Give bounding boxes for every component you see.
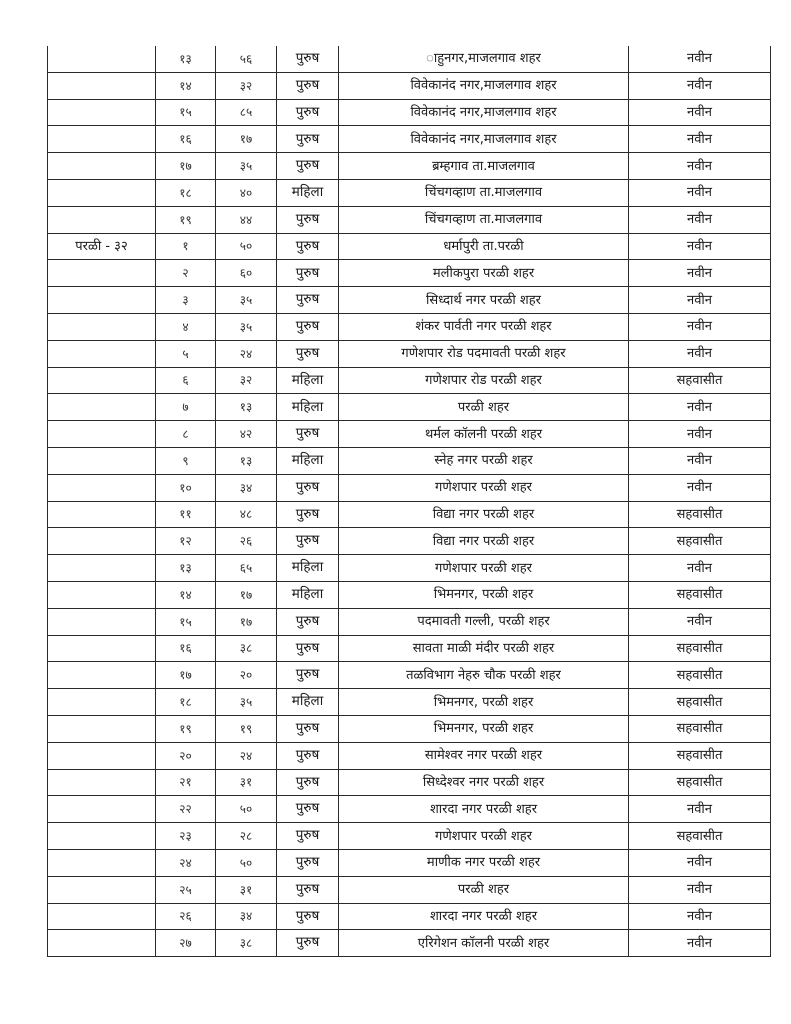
gender-cell: महिला [277, 394, 339, 421]
status-cell: नवीन [629, 340, 771, 367]
taluka-cell [48, 528, 156, 555]
taluka-cell [48, 742, 156, 769]
gender-cell: पुरुष [277, 876, 339, 903]
taluka-cell: परळी - ३२ [48, 233, 156, 260]
serial-number-cell: ९ [156, 447, 216, 474]
address-cell: मलीकपुरा परळी शहर [339, 260, 629, 287]
age-cell: १७ [216, 608, 277, 635]
taluka-cell [48, 608, 156, 635]
taluka-cell [48, 126, 156, 153]
table-row [48, 635, 771, 662]
age-cell: ५६ [216, 46, 277, 72]
address-cell: शंकर पार्वती नगर परळी शहर [339, 313, 629, 340]
age-cell: ४० [216, 179, 277, 206]
taluka-cell [48, 501, 156, 528]
gender-cell: पुरुष [277, 903, 339, 930]
table-row [48, 99, 771, 126]
age-cell: २० [216, 662, 277, 689]
status-cell: नवीन [629, 126, 771, 153]
taluka-cell [48, 796, 156, 823]
serial-number-cell: १ [156, 233, 216, 260]
address-cell: विवेकानंद नगर,माजलगाव शहर [339, 126, 629, 153]
address-cell: विवेकानंद नगर,माजलगाव शहर [339, 72, 629, 99]
serial-number-cell: १४ [156, 581, 216, 608]
status-cell: नवीन [629, 421, 771, 448]
age-cell: ३५ [216, 153, 277, 180]
serial-number-cell: २६ [156, 903, 216, 930]
table-row [48, 528, 771, 555]
age-cell: ५० [216, 849, 277, 876]
age-cell: ६५ [216, 555, 277, 582]
table-row [48, 233, 771, 260]
taluka-cell [48, 421, 156, 448]
taluka-cell [48, 555, 156, 582]
table-row [48, 715, 771, 742]
gender-cell: पुरुष [277, 233, 339, 260]
age-cell: ३१ [216, 876, 277, 903]
address-cell: सावता माळी मंदीर परळी शहर [339, 635, 629, 662]
gender-cell: पुरुष [277, 501, 339, 528]
address-cell: थर्मल कॉलनी परळी शहर [339, 421, 629, 448]
gender-cell: पुरुष [277, 823, 339, 850]
gender-cell: महिला [277, 179, 339, 206]
address-cell: माणीक नगर परळी शहर [339, 849, 629, 876]
age-cell: ३४ [216, 474, 277, 501]
patient-list-table [47, 46, 771, 957]
gender-cell: पुरुष [277, 287, 339, 314]
serial-number-cell: ५ [156, 340, 216, 367]
address-cell: गणेशपार रोड परळी शहर [339, 367, 629, 394]
taluka-cell [48, 287, 156, 314]
taluka-cell [48, 581, 156, 608]
age-cell: ३५ [216, 313, 277, 340]
status-cell: सहवासीत [629, 528, 771, 555]
status-cell: सहवासीत [629, 581, 771, 608]
taluka-cell [48, 769, 156, 796]
status-cell: नवीन [629, 46, 771, 72]
status-cell: नवीन [629, 930, 771, 957]
address-cell: परळी शहर [339, 876, 629, 903]
serial-number-cell: १७ [156, 662, 216, 689]
status-cell: सहवासीत [629, 742, 771, 769]
address-cell: धर्मापुरी ता.परळी [339, 233, 629, 260]
status-cell: सहवासीत [629, 823, 771, 850]
table-row [48, 930, 771, 957]
status-cell: नवीन [629, 876, 771, 903]
address-cell: विवेकानंद नगर,माजलगाव शहर [339, 99, 629, 126]
status-cell: नवीन [629, 796, 771, 823]
status-cell: नवीन [629, 903, 771, 930]
table-row [48, 394, 771, 421]
table-row [48, 849, 771, 876]
serial-number-cell: ८ [156, 421, 216, 448]
address-cell: विद्या नगर परळी शहर [339, 528, 629, 555]
taluka-cell [48, 474, 156, 501]
gender-cell: पुरुष [277, 340, 339, 367]
taluka-cell [48, 849, 156, 876]
table-row [48, 153, 771, 180]
age-cell: २४ [216, 742, 277, 769]
status-cell: नवीन [629, 394, 771, 421]
gender-cell: पुरुष [277, 153, 339, 180]
serial-number-cell: ७ [156, 394, 216, 421]
serial-number-cell: १६ [156, 635, 216, 662]
age-cell: १३ [216, 447, 277, 474]
table-row [48, 608, 771, 635]
taluka-cell [48, 206, 156, 233]
taluka-cell [48, 99, 156, 126]
status-cell: नवीन [629, 72, 771, 99]
gender-cell: पुरुष [277, 421, 339, 448]
address-cell: गणेशपार परळी शहर [339, 823, 629, 850]
status-cell: नवीन [629, 555, 771, 582]
serial-number-cell: १५ [156, 99, 216, 126]
address-cell: ाहुनगर,माजलगाव शहर [339, 46, 629, 72]
address-cell: सिध्देश्वर नगर परळी शहर [339, 769, 629, 796]
gender-cell: पुरुष [277, 206, 339, 233]
age-cell: ३५ [216, 287, 277, 314]
address-cell: भिमनगर, परळी शहर [339, 689, 629, 716]
address-cell: शारदा नगर परळी शहर [339, 796, 629, 823]
status-cell: सहवासीत [629, 769, 771, 796]
serial-number-cell: ११ [156, 501, 216, 528]
table-row [48, 367, 771, 394]
gender-cell: पुरुष [277, 769, 339, 796]
taluka-cell [48, 313, 156, 340]
status-cell: सहवासीत [629, 367, 771, 394]
status-cell: नवीन [629, 287, 771, 314]
age-cell: ६० [216, 260, 277, 287]
serial-number-cell: १० [156, 474, 216, 501]
address-cell: चिंचगव्हाण ता.माजलगाव [339, 179, 629, 206]
gender-cell: पुरुष [277, 72, 339, 99]
taluka-cell [48, 367, 156, 394]
gender-cell: पुरुष [277, 99, 339, 126]
age-cell: २४ [216, 340, 277, 367]
taluka-cell [48, 260, 156, 287]
age-cell: ३१ [216, 769, 277, 796]
serial-number-cell: १९ [156, 715, 216, 742]
serial-number-cell: ६ [156, 367, 216, 394]
serial-number-cell: १३ [156, 46, 216, 72]
table-row [48, 769, 771, 796]
gender-cell: महिला [277, 555, 339, 582]
age-cell: ४४ [216, 206, 277, 233]
address-cell: विद्या नगर परळी शहर [339, 501, 629, 528]
table-row [48, 823, 771, 850]
status-cell: नवीन [629, 260, 771, 287]
gender-cell: पुरुष [277, 528, 339, 555]
serial-number-cell: २२ [156, 796, 216, 823]
address-cell: सामेश्वर नगर परळी शहर [339, 742, 629, 769]
gender-cell: पुरुष [277, 715, 339, 742]
table-row [48, 555, 771, 582]
gender-cell: पुरुष [277, 849, 339, 876]
taluka-cell [48, 903, 156, 930]
status-cell: सहवासीत [629, 662, 771, 689]
taluka-cell [48, 635, 156, 662]
table-row [48, 447, 771, 474]
age-cell: ३८ [216, 635, 277, 662]
serial-number-cell: १६ [156, 126, 216, 153]
serial-number-cell: २४ [156, 849, 216, 876]
gender-cell: पुरुष [277, 126, 339, 153]
gender-cell: पुरुष [277, 635, 339, 662]
status-cell: नवीन [629, 99, 771, 126]
age-cell: १७ [216, 581, 277, 608]
table-row [48, 46, 771, 72]
age-cell: ८५ [216, 99, 277, 126]
gender-cell: पुरुष [277, 930, 339, 957]
address-cell: सिध्दार्थ नगर परळी शहर [339, 287, 629, 314]
address-cell: ब्रम्हगाव ता.माजलगाव [339, 153, 629, 180]
table-row [48, 581, 771, 608]
serial-number-cell: १८ [156, 689, 216, 716]
table-row [48, 796, 771, 823]
status-cell: सहवासीत [629, 635, 771, 662]
serial-number-cell: २७ [156, 930, 216, 957]
address-cell: भिमनगर, परळी शहर [339, 581, 629, 608]
table-row [48, 689, 771, 716]
gender-cell: महिला [277, 581, 339, 608]
address-cell: शारदा नगर परळी शहर [339, 903, 629, 930]
age-cell: ५० [216, 796, 277, 823]
table-row [48, 206, 771, 233]
taluka-cell [48, 715, 156, 742]
status-cell: नवीन [629, 179, 771, 206]
serial-number-cell: १७ [156, 153, 216, 180]
age-cell: ४८ [216, 501, 277, 528]
table-row [48, 662, 771, 689]
age-cell: ५० [216, 233, 277, 260]
address-cell: चिंचगव्हाण ता.माजलगाव [339, 206, 629, 233]
taluka-cell [48, 662, 156, 689]
taluka-cell [48, 689, 156, 716]
table-row [48, 126, 771, 153]
gender-cell: पुरुष [277, 260, 339, 287]
gender-cell: पुरुष [277, 742, 339, 769]
status-cell: नवीन [629, 447, 771, 474]
address-cell: परळी शहर [339, 394, 629, 421]
address-cell: पदमावती गल्ली, परळी शहर [339, 608, 629, 635]
taluka-cell [48, 340, 156, 367]
table-row [48, 742, 771, 769]
age-cell: १७ [216, 126, 277, 153]
taluka-cell [48, 930, 156, 957]
gender-cell: पुरुष [277, 662, 339, 689]
status-cell: नवीन [629, 474, 771, 501]
age-cell: ४२ [216, 421, 277, 448]
table-row [48, 260, 771, 287]
taluka-cell [48, 72, 156, 99]
table-row [48, 340, 771, 367]
serial-number-cell: २३ [156, 823, 216, 850]
age-cell: १३ [216, 394, 277, 421]
address-cell: तळविभाग नेहरु चौक परळी शहर [339, 662, 629, 689]
serial-number-cell: १९ [156, 206, 216, 233]
table-row [48, 179, 771, 206]
status-cell: सहवासीत [629, 501, 771, 528]
table-row [48, 501, 771, 528]
status-cell: सहवासीत [629, 715, 771, 742]
address-cell: गणेशपार परळी शहर [339, 555, 629, 582]
serial-number-cell: २ [156, 260, 216, 287]
address-cell: गणेशपार रोड पदमावती परळी शहर [339, 340, 629, 367]
status-cell: नवीन [629, 849, 771, 876]
table-row [48, 313, 771, 340]
table-row [48, 72, 771, 99]
serial-number-cell: ४ [156, 313, 216, 340]
table-row [48, 421, 771, 448]
address-cell: भिमनगर, परळी शहर [339, 715, 629, 742]
gender-cell: पुरुष [277, 46, 339, 72]
age-cell: ३२ [216, 367, 277, 394]
gender-cell: पुरुष [277, 313, 339, 340]
taluka-cell [48, 876, 156, 903]
status-cell: नवीन [629, 233, 771, 260]
serial-number-cell: २५ [156, 876, 216, 903]
taluka-cell [48, 153, 156, 180]
address-cell: गणेशपार परळी शहर [339, 474, 629, 501]
table-row [48, 876, 771, 903]
address-cell: एरिगेशन कॉलनी परळी शहर [339, 930, 629, 957]
serial-number-cell: २० [156, 742, 216, 769]
status-cell: नवीन [629, 206, 771, 233]
gender-cell: महिला [277, 689, 339, 716]
table-row [48, 474, 771, 501]
status-cell: नवीन [629, 153, 771, 180]
serial-number-cell: १८ [156, 179, 216, 206]
table-row [48, 903, 771, 930]
address-cell: स्नेह नगर परळी शहर [339, 447, 629, 474]
serial-number-cell: २१ [156, 769, 216, 796]
gender-cell: महिला [277, 447, 339, 474]
age-cell: ३४ [216, 903, 277, 930]
status-cell: नवीन [629, 608, 771, 635]
gender-cell: महिला [277, 367, 339, 394]
status-cell: नवीन [629, 313, 771, 340]
serial-number-cell: १४ [156, 72, 216, 99]
age-cell: ३८ [216, 930, 277, 957]
age-cell: १९ [216, 715, 277, 742]
serial-number-cell: १५ [156, 608, 216, 635]
serial-number-cell: १२ [156, 528, 216, 555]
taluka-cell [48, 394, 156, 421]
taluka-cell [48, 179, 156, 206]
table-body [48, 46, 771, 957]
age-cell: २८ [216, 823, 277, 850]
serial-number-cell: १३ [156, 555, 216, 582]
gender-cell: पुरुष [277, 608, 339, 635]
taluka-cell [48, 46, 156, 72]
taluka-cell [48, 823, 156, 850]
gender-cell: पुरुष [277, 796, 339, 823]
gender-cell: पुरुष [277, 474, 339, 501]
status-cell: सहवासीत [629, 689, 771, 716]
serial-number-cell: ३ [156, 287, 216, 314]
table-row [48, 287, 771, 314]
age-cell: ३५ [216, 689, 277, 716]
age-cell: ३२ [216, 72, 277, 99]
age-cell: २६ [216, 528, 277, 555]
taluka-cell [48, 447, 156, 474]
